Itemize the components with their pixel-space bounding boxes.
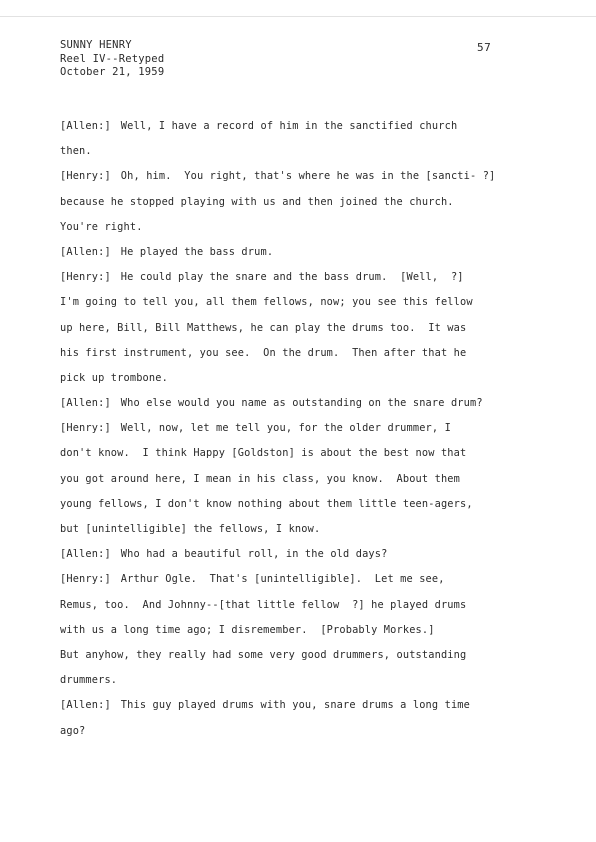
line-text: He played the bass drum.: [120, 245, 274, 258]
speaker-label: [Henry:]: [60, 573, 111, 586]
transcript-line: [60, 668, 550, 693]
line-text: his first instrument, you see. On the drum. Then after that he: [60, 346, 467, 359]
line-text: I'm going to tell you, all them fellows, now; you see this fellow: [60, 296, 473, 309]
line-text: He could play the snare and the bass drum. [Well, ?]: [120, 271, 464, 284]
interview-date: October 21, 1959: [60, 66, 165, 78]
transcript-line: [60, 467, 550, 492]
line-text: because he stopped playing with us and then joined the church.: [60, 195, 454, 208]
transcript-line: [60, 567, 550, 592]
transcript-line: [60, 190, 550, 215]
line-text: Remus, too. And Johnny--[that little fellow ?] he played drums: [60, 598, 467, 611]
line-text: Who else would you name as outstanding on the snare drum?: [120, 397, 483, 410]
page-edge-line: [0, 16, 596, 17]
line-text: then.: [60, 145, 92, 158]
speaker-label: [Allen:]: [60, 120, 111, 132]
speaker-label: [Allen:]: [60, 548, 111, 561]
transcript-line: [60, 265, 550, 290]
line-text: you got around here, I mean in his class, you know. About them: [60, 472, 461, 485]
transcript-line: [60, 542, 550, 567]
page-header: [60, 39, 164, 80]
speaker-label: [Allen:]: [60, 245, 111, 258]
line-text: drummers.: [60, 674, 118, 687]
reel-label: Reel IV--Retyped: [60, 52, 165, 65]
line-text: But anyhow, they really had some very good drummers, outstanding: [60, 648, 467, 661]
transcript-line: [60, 391, 550, 416]
transcript-line: [60, 316, 550, 341]
line-text: don't know. I think Happy [Goldston] is about the best now that: [60, 447, 467, 460]
line-text: young fellows, I don't know nothing about them little teen-agers,: [60, 497, 473, 510]
transcript-line: [60, 719, 550, 744]
line-text: Who had a beautiful roll, in the old days?: [120, 548, 388, 561]
transcript-line: [60, 290, 550, 315]
transcript-line: [60, 517, 550, 542]
line-text: up here, Bill, Bill Matthews, he can play the drums too. It was: [60, 321, 467, 334]
line-text: pick up trombone.: [60, 371, 168, 384]
transcript-line: [60, 366, 550, 391]
line-text: Oh, him. You right, that's where he was in the [sancti- ?]: [120, 170, 496, 183]
speaker-label: [Henry:]: [60, 271, 111, 284]
page-number: 57: [477, 41, 492, 54]
line-text: Well, now, let me tell you, for the older drummer, I: [120, 422, 451, 435]
line-text: This guy played drums with you, snare drums a long time: [120, 699, 471, 712]
transcript-line: [60, 618, 550, 643]
transcript-line: [60, 416, 550, 441]
line-text: but [unintelligible] the fellows, I know.: [60, 523, 321, 535]
line-text: Arthur Ogle. That's [unintelligible]. Let me see,: [120, 573, 445, 586]
speaker-label: [Allen:]: [60, 699, 111, 712]
transcript-line: [60, 492, 550, 517]
transcript-line: [60, 643, 550, 668]
line-text: with us a long time ago; I disremember. [Probably Morkes.]: [60, 623, 435, 636]
line-text: ago?: [60, 724, 86, 737]
line-text: Well, I have a record of him in the sanctified church: [120, 120, 458, 132]
speaker-label: [Henry:]: [60, 170, 111, 183]
line-text: You're right.: [60, 220, 143, 233]
transcript-line: [60, 593, 550, 618]
speaker-label: [Allen:]: [60, 397, 111, 410]
transcript-body: [60, 114, 550, 744]
transcript-line: [60, 441, 550, 466]
transcript-line: [60, 341, 550, 366]
transcript-line: [60, 215, 550, 240]
speaker-label: [Henry:]: [60, 422, 111, 435]
transcript-line: [60, 114, 550, 139]
transcript-line: [60, 139, 550, 164]
transcript-line: [60, 240, 550, 265]
transcript-line: [60, 164, 550, 189]
transcript-line: [60, 693, 550, 718]
interviewee-name: SUNNY HENRY: [60, 39, 132, 51]
